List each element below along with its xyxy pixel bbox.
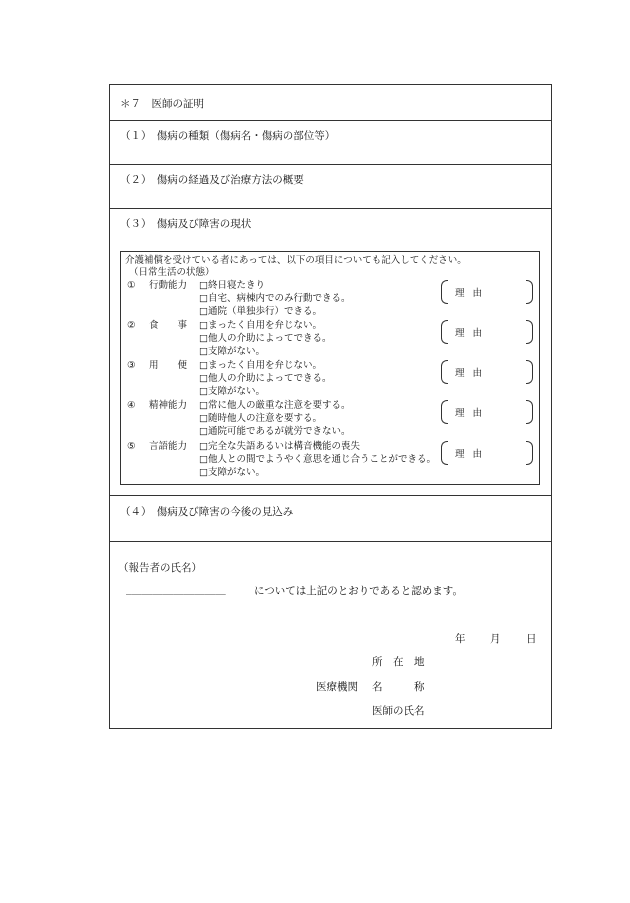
checkbox-option[interactable]: □他人との間でようやく意思を通じ合うことができる。 bbox=[199, 454, 436, 465]
section-current-status-label: （３） 傷病及び障害の現状 bbox=[120, 218, 252, 230]
checkbox-option[interactable]: □支障がない。 bbox=[199, 346, 265, 357]
reason-bracket[interactable] bbox=[441, 400, 533, 424]
doctor-name-label: 医師の氏名 bbox=[372, 705, 425, 717]
institution-name-label: 名 称 bbox=[372, 681, 425, 693]
reason-label: 理由 bbox=[455, 449, 491, 460]
certificate-title: ＊７ 医師の証明 bbox=[120, 98, 204, 110]
left-bracket-icon bbox=[441, 360, 448, 384]
date-year-label: 年 bbox=[455, 633, 466, 645]
right-bracket-icon bbox=[526, 360, 533, 384]
section-treatment-course[interactable] bbox=[110, 164, 551, 209]
checkbox-option[interactable]: □通院（単独歩行）できる。 bbox=[199, 306, 322, 317]
item-label-speech: 言語能力 bbox=[149, 441, 188, 452]
reason-bracket[interactable] bbox=[441, 280, 533, 304]
section-injury-type-label: （１） 傷病の種類（傷病名・傷病の部位等） bbox=[120, 130, 336, 142]
checkbox-option[interactable]: □他人の介助によってできる。 bbox=[199, 333, 332, 344]
item-number: ② bbox=[127, 320, 136, 331]
daily-life-status-box bbox=[120, 251, 540, 485]
section-injury-type[interactable] bbox=[110, 120, 551, 165]
title-row bbox=[110, 85, 551, 121]
right-bracket-icon bbox=[526, 320, 533, 344]
doctor-certificate-form bbox=[109, 84, 552, 729]
checkbox-option[interactable]: □随時他人の注意を要する。 bbox=[199, 413, 322, 424]
item-number: ⑤ bbox=[127, 441, 136, 452]
checkbox-option[interactable]: □支障がない。 bbox=[199, 467, 265, 478]
checkbox-option[interactable]: □通院可能であるが就労できない。 bbox=[199, 426, 351, 437]
checkbox-option[interactable]: □常に他人の厳重な注意を要する。 bbox=[199, 400, 351, 411]
certify-text: については上記のとおりであると認めます。 bbox=[254, 585, 463, 597]
checkbox-option[interactable]: □完全な失語あるいは構音機能の喪失 bbox=[199, 441, 360, 452]
right-bracket-icon bbox=[526, 400, 533, 424]
checkbox-option[interactable]: □まったく自用を弁じない。 bbox=[199, 320, 322, 331]
reason-label: 理由 bbox=[455, 328, 491, 339]
reason-bracket[interactable] bbox=[441, 360, 533, 384]
checkbox-option[interactable]: □他人の介助によってできる。 bbox=[199, 373, 332, 384]
reporter-name-blank[interactable]: ___________________ bbox=[126, 583, 226, 595]
date-month-label: 月 bbox=[490, 633, 501, 645]
section-treatment-course-label: （２） 傷病の経過及び治療方法の概要 bbox=[120, 174, 304, 186]
right-bracket-icon bbox=[526, 280, 533, 304]
left-bracket-icon bbox=[441, 280, 448, 304]
reason-bracket[interactable] bbox=[441, 320, 533, 344]
reason-label: 理由 bbox=[455, 408, 491, 419]
institution-prefix: 医療機関 bbox=[316, 681, 358, 693]
item-number: ③ bbox=[127, 360, 136, 371]
checkbox-option[interactable]: □終日寝たきり bbox=[199, 280, 265, 291]
left-bracket-icon bbox=[441, 441, 448, 465]
item-label-eating: 食 事 bbox=[149, 320, 188, 331]
left-bracket-icon bbox=[441, 320, 448, 344]
reason-label: 理由 bbox=[455, 288, 491, 299]
address-label: 所 在 地 bbox=[372, 656, 425, 668]
reason-label: 理由 bbox=[455, 368, 491, 379]
item-label-mobility: 行動能力 bbox=[149, 280, 188, 291]
item-label-mental: 精神能力 bbox=[149, 400, 188, 411]
item-number: ① bbox=[127, 280, 136, 291]
reason-bracket[interactable] bbox=[441, 441, 533, 465]
section-current-status[interactable] bbox=[110, 208, 551, 496]
checkbox-option[interactable]: □支障がない。 bbox=[199, 386, 265, 397]
daily-life-subheading: （日常生活の状態） bbox=[129, 267, 215, 278]
reporter-label: （報告者の氏名） bbox=[118, 562, 202, 574]
item-label-toileting: 用 便 bbox=[149, 360, 188, 371]
left-bracket-icon bbox=[441, 400, 448, 424]
date-day-label: 日 bbox=[526, 633, 537, 645]
checkbox-option[interactable]: □まったく自用を弁じない。 bbox=[199, 360, 322, 371]
right-bracket-icon bbox=[526, 441, 533, 465]
daily-life-note: 介護補償を受けている者にあっては、以下の項目についても記入してください。 bbox=[125, 255, 467, 266]
item-number: ④ bbox=[127, 400, 136, 411]
section-prognosis[interactable] bbox=[110, 495, 551, 542]
section-prognosis-label: （４） 傷病及び障害の今後の見込み bbox=[120, 506, 294, 518]
checkbox-option[interactable]: □自宅、病棟内でのみ行動できる。 bbox=[199, 293, 351, 304]
